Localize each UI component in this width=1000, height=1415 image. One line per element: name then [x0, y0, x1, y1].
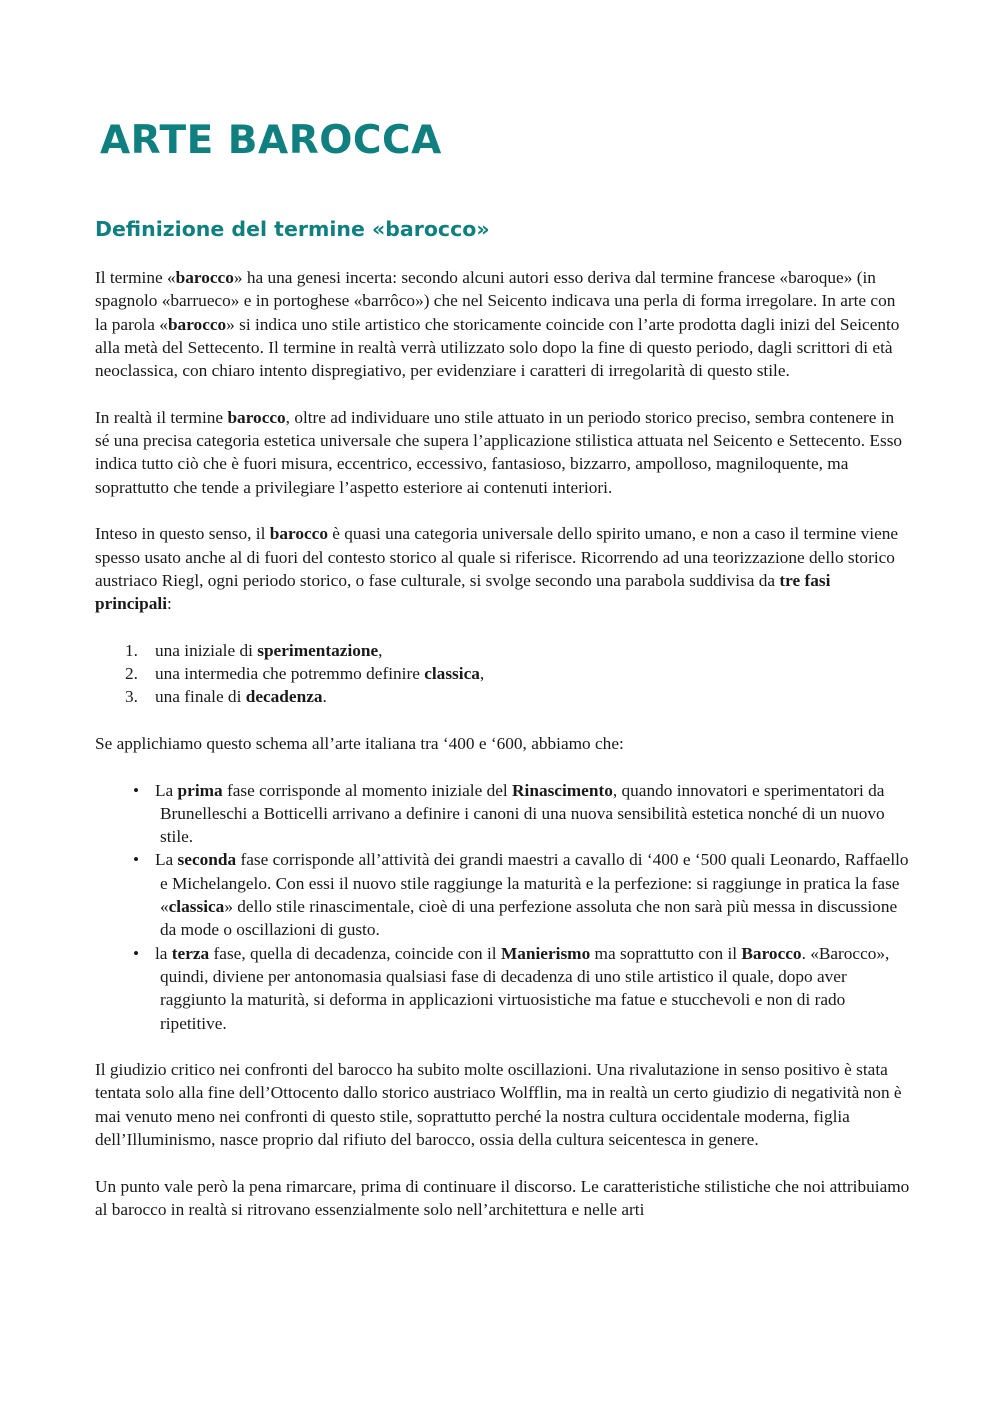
bold-term: classica — [424, 664, 480, 684]
bold-term: classica — [168, 897, 225, 917]
list-number: 3. — [125, 687, 138, 707]
list-item — [95, 942, 910, 1035]
list-item-text: una intermedia che potremmo definire classica, — [155, 664, 485, 684]
bold-term: decadenza — [245, 687, 323, 707]
paragraph: In realtà il termine barocco, oltre ad individuare uno stile attuato in un periodo storico preciso, sembra contenere in sé una precisa categoria estetica universale che supera l’applicazione stilistica attuata nel Seicento e Settecento. Esso indica tutto ciò che è fuori misura, eccentrico, eccessivo, fantasioso, bizzarro, ampolloso, magniloquente, ma soprattutto che tende a privilegiare l’aspetto esteriore ai contenuti interiori. — [95, 407, 903, 497]
bullet-icon: • — [133, 780, 140, 800]
section-heading: Definizione del termine «barocco» — [95, 217, 490, 241]
list-item-text: La prima fase corrisponde al momento iniziale del Rinascimento, quando innovatori e sperimentatori da Brunelleschi a Botticelli arrivano a definire i canoni di una nuova sensibilità estetica nonché di un nuovo stile. — [155, 780, 885, 847]
bullet-icon: • — [133, 943, 140, 963]
bold-term: Manierismo — [500, 943, 591, 963]
bold-term: seconda — [177, 850, 237, 870]
list-item — [95, 779, 910, 849]
list-item-text: una finale di decadenza. — [155, 687, 327, 707]
list-item — [95, 639, 910, 662]
paragraph: Inteso in questo senso, il barocco è quasi una categoria universale dello spirito umano, e non a caso il termine viene spesso usato anche al di fuori del contesto storico al quale si riferisce. Ricorrendo ad una teorizzazione dello storico austriaco Riegl, ogni periodo storico, o fase culturale, si svolge secondo una parabola suddivisa da tre fasi principali: — [95, 524, 899, 614]
bold-term: barocco — [167, 314, 227, 334]
list-item-text: La seconda fase corrisponde all’attività dei grandi maestri a cavallo di ‘400 e ‘500 quali Leonardo, Raffaello e Michelangelo. Con essi il nuovo stile raggiunge la maturità e la perfezione: si raggiunge in pratica la fase «classica» dello stile rinascimentale, cioè di una perfezione assoluta che non sarà più messa in discussione da mode o oscillazioni di gusto. — [155, 850, 909, 940]
paragraph: Il giudizio critico nei confronti del barocco ha subito molte oscillazioni. Una rivalutazione in senso positivo è stata tentata solo alla fine dell’Ottocento dallo storico austriaco Wolfflin, ma in realtà un certo giudizio di negatività non è mai venuto meno nei confronti di questo stile, soprattutto perché la nostra cultura occidentale moderna, figlia dell’Illuminismo, nasce proprio dal rifiuto del barocco, ossia della cultura seicentesca in genere. — [95, 1060, 902, 1149]
list-number: 1. — [125, 640, 138, 660]
list-item-text: una iniziale di sperimentazione, — [155, 640, 383, 660]
list-item — [95, 662, 910, 685]
paragraph: Il termine «barocco» ha una genesi incerta: secondo alcuni autori esso deriva dal termine francese «baroque» (in spagnolo «barrueco» e in portoghese «barrôco») che nel Seicento indicava una perla di forma irregolare. In arte con la parola «barocco» si indica uno stile artistico che storicamente coincide con l’arte prodotta dagli inizi del Seicento alla metà del Settecento. Il termine in realtà verrà utilizzato solo dopo la fine di questo periodo, dagli scrittori di età neoclassica, con chiaro intento dispregiativo, per evidenziare i caratteri di irregolarità di questo stile. — [95, 268, 900, 381]
list-item — [95, 685, 910, 708]
bold-term: barocco — [227, 407, 286, 427]
bold-term: barocco — [269, 524, 328, 544]
document-title: ARTE BAROCCA — [100, 118, 442, 163]
bullet-icon: • — [133, 850, 140, 870]
list-item-text: la terza fase, quella di decadenza, coincide con il Manierismo ma soprattutto con il Barocco. «Barocco», quindi, diviene per antonomasia qualsiasi fase di decadenza di uno stile artistico il quale, dopo aver raggiunto la maturità, si deforma in applicazioni virtuosistiche ma fatue e stucchevoli e non di rado ripetitive. — [155, 943, 890, 1033]
bold-term: barocco — [175, 268, 234, 287]
bold-term: sperimentazione — [257, 640, 379, 660]
bold-term: Barocco — [741, 943, 802, 963]
paragraph: Un punto vale però la pena rimarcare, prima di continuare il discorso. Le caratteristiche stilistiche che noi attribuiamo al barocco in realtà si ritrovano essenzialmente solo nell’architettura e nelle arti — [95, 1176, 910, 1219]
list-item — [95, 848, 910, 941]
bold-term: terza — [171, 943, 210, 963]
bold-term: Rinascimento — [512, 780, 613, 800]
list-number: 2. — [125, 664, 138, 684]
document-body — [95, 266, 910, 1244]
bullet-list — [95, 779, 910, 1035]
phases-list — [95, 639, 910, 709]
bold-term: tre fasi principali — [95, 570, 831, 614]
paragraph: Se applichiamo questo schema all’arte italiana tra ‘400 e ‘600, abbiamo che: — [95, 733, 624, 753]
bold-term: prima — [177, 780, 223, 800]
